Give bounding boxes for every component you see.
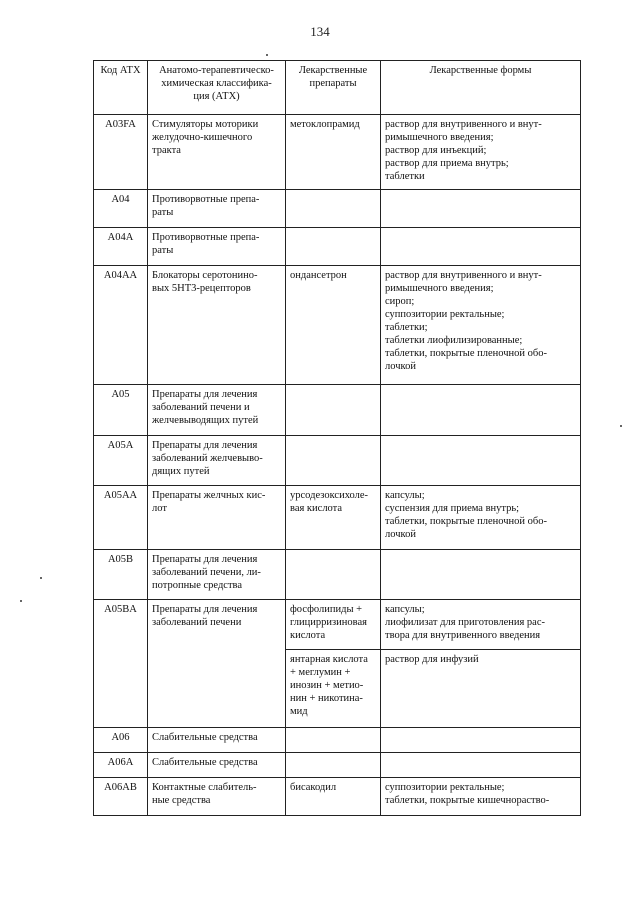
atx-classification: Слабительные средства	[148, 753, 286, 778]
scan-mark	[40, 577, 42, 579]
table-row	[94, 753, 581, 778]
atx-classification: Стимуляторы моторики желудочно-кишечного тракта	[148, 115, 286, 190]
medicine: бисакодил	[286, 778, 381, 816]
header-medicines: Лекарственные препараты	[286, 61, 381, 115]
atx-code: A05A	[94, 436, 148, 486]
dosage-forms: раствор для внутривенного и внут- римышечного введения; сироп; суппозитории ректальные; таблетки; таблетки лиофилизированные; таблетки, покрытые пленочной обо- лочкой	[381, 266, 581, 385]
medicine: фосфолипиды + глицирризиновая кислота	[286, 600, 381, 650]
medicine	[286, 436, 381, 486]
medicine	[286, 228, 381, 266]
atx-classification: Блокаторы серотонино- вых 5НТ3-рецепторов	[148, 266, 286, 385]
atx-code: A04	[94, 190, 148, 228]
scan-mark	[20, 600, 22, 602]
medicine	[286, 753, 381, 778]
atx-code: A05BA	[94, 600, 148, 728]
dosage-forms	[381, 753, 581, 778]
atx-classification: Противорвотные препа- раты	[148, 190, 286, 228]
header-atx-classification: Анатомо-терапевтическо- химическая классифика- ция (АТХ)	[148, 61, 286, 115]
atx-code: A05B	[94, 550, 148, 600]
medicine: янтарная кислота + меглумин + инозин + метио- нин + никотина- мид	[286, 650, 381, 728]
atx-code: A03FA	[94, 115, 148, 190]
header-atx-code: Код АТХ	[94, 61, 148, 115]
dosage-forms: раствор для внутривенного и внут- римышечного введения; раствор для инъекций; раствор для приема внутрь; таблетки	[381, 115, 581, 190]
dosage-forms: суппозитории ректальные; таблетки, покрытые кишечнораство-	[381, 778, 581, 816]
atx-classification: Препараты желчных кис- лот	[148, 486, 286, 550]
table-row	[94, 436, 581, 486]
atx-classification: Слабительные средства	[148, 728, 286, 753]
scan-mark	[620, 425, 622, 427]
table-row	[94, 728, 581, 753]
table-row	[94, 385, 581, 436]
table-row	[94, 266, 581, 385]
table-row	[94, 550, 581, 600]
table-row	[94, 778, 581, 816]
dosage-forms	[381, 436, 581, 486]
medicine: метоклопрамид	[286, 115, 381, 190]
dosage-forms	[381, 728, 581, 753]
atx-code: A04A	[94, 228, 148, 266]
table-row	[94, 228, 581, 266]
atx-code: A04AA	[94, 266, 148, 385]
atx-code: A06	[94, 728, 148, 753]
medicine: урсодезоксихоле- вая кислота	[286, 486, 381, 550]
table-header-row	[94, 61, 581, 115]
medicine	[286, 728, 381, 753]
atx-table	[93, 60, 581, 816]
table-row	[94, 115, 581, 190]
medicine: ондансетрон	[286, 266, 381, 385]
medicine	[286, 550, 381, 600]
atx-classification: Препараты для лечения заболеваний печени и желчевыводящих путей	[148, 385, 286, 436]
atx-classification: Противорвотные препа- раты	[148, 228, 286, 266]
dosage-forms	[381, 190, 581, 228]
atx-classification: Препараты для лечения заболеваний печени	[148, 600, 286, 728]
atx-classification: Контактные слабитель- ные средства	[148, 778, 286, 816]
scan-mark	[266, 54, 268, 56]
dosage-forms	[381, 550, 581, 600]
page-number: 134	[310, 24, 330, 39]
atx-classification: Препараты для лечения заболеваний печени, ли- потропные средства	[148, 550, 286, 600]
atx-code: A06A	[94, 753, 148, 778]
table-row	[94, 190, 581, 228]
atx-code: A06AB	[94, 778, 148, 816]
medicine	[286, 190, 381, 228]
atx-classification: Препараты для лечения заболеваний желчевыво- дящих путей	[148, 436, 286, 486]
dosage-forms: капсулы; суспензия для приема внутрь; таблетки, покрытые пленочной обо- лочкой	[381, 486, 581, 550]
table-row	[94, 600, 581, 650]
atx-code: A05AA	[94, 486, 148, 550]
dosage-forms: раствор для инфузий	[381, 650, 581, 728]
table-row	[94, 486, 581, 550]
dosage-forms: капсулы; лиофилизат для приготовления рас- твора для внутривенного введения	[381, 600, 581, 650]
header-dosage-forms: Лекарственные формы	[381, 61, 581, 115]
dosage-forms	[381, 228, 581, 266]
medicine	[286, 385, 381, 436]
dosage-forms	[381, 385, 581, 436]
atx-code: A05	[94, 385, 148, 436]
